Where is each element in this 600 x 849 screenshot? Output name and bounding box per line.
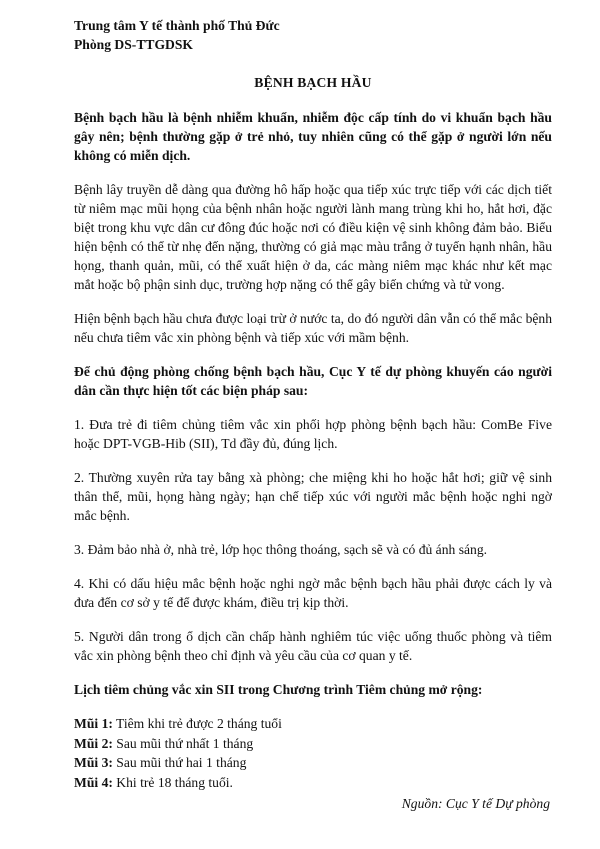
dose-text: Khi trẻ 18 tháng tuổi. xyxy=(112,774,233,790)
schedule-row xyxy=(74,753,552,773)
recommendation-heading: Để chủ động phòng chống bệnh bạch hầu, Cục Y tế dự phòng khuyến cáo người dân cần thực hiện tốt các biện pháp sau: xyxy=(74,364,552,398)
measure-item: 5. Người dân trong ổ dịch cần chấp hành nghiêm túc việc uống thuốc phòng và tiêm vắc xin phòng bệnh theo chỉ định và yêu cầu của cơ quan y tế. xyxy=(74,629,552,663)
measure-item: 2. Thường xuyên rửa tay bằng xà phòng; che miệng khi ho hoặc hắt hơi; giữ vệ sinh thân thể, mũi, họng hàng ngày; hạn chế tiếp xúc với người mắc bệnh hoặc nghi ngờ mắc bệnh. xyxy=(74,470,552,523)
measure-item: 1. Đưa trẻ đi tiêm chủng tiêm vắc xin phối hợp phòng bệnh bạch hầu: ComBe Five hoặc DPT-VGB-Hib (SII), Td đầy đủ, đúng lịch. xyxy=(74,417,552,451)
schedule-row xyxy=(74,773,552,793)
source-citation: Nguồn: Cục Y tế Dự phòng xyxy=(401,796,550,811)
transmission-paragraph: Bệnh lây truyền dễ dàng qua đường hô hấp hoặc qua tiếp xúc trực tiếp với các dịch tiết từ niêm mạc mũi họng của bệnh nhân hoặc người lành mang trùng khi ho, hắt hơi, đặc biệt trong khu vực dân cư đông đúc hoặc nơi có điều kiện vệ sinh không đảm bảo. Biểu hiện bệnh có thể từ nhẹ đến nặng, thường có giả mạc màu trắng ở tuyến hạnh nhân, hầu họng, thanh quản, mũi, có thể xuất hiện ở da, các màng niêm mạc khác như kết mạc mắt hoặc bộ phận sinh dục, trường hợp nặng có thể gây biến chứng và tử vong. xyxy=(74,182,552,292)
dept-name: Phòng DS-TTGDSK xyxy=(74,37,193,52)
dose-label: Mũi 2: xyxy=(74,735,113,751)
status-paragraph: Hiện bệnh bạch hầu chưa được loại trừ ở nước ta, do đó người dân vẫn có thể mắc bệnh nếu chưa tiêm vắc xin phòng bệnh và tiếp xúc với mầm bệnh. xyxy=(74,311,552,345)
intro-paragraph: Bệnh bạch hầu là bệnh nhiễm khuẩn, nhiễm độc cấp tính do vi khuẩn bạch hầu gây nên; bệnh thường gặp ở trẻ nhỏ, tuy nhiên cũng có thể gặp ở người lớn nếu không có miễn dịch. xyxy=(74,110,552,163)
dose-text: Sau mũi thứ hai 1 tháng xyxy=(112,755,247,770)
dose-label: Mũi 3: xyxy=(74,755,113,770)
measure-item: 3. Đảm bảo nhà ở, nhà trẻ, lớp học thông thoáng, sạch sẽ và có đủ ánh sáng. xyxy=(74,542,488,557)
dose-text: Sau mũi thứ nhất 1 tháng xyxy=(112,735,254,751)
letterhead xyxy=(74,16,552,54)
schedule-row xyxy=(74,734,552,754)
org-name: Trung tâm Y tế thành phố Thủ Đức xyxy=(74,18,280,33)
document-title: BỆNH BẠCH HẦU xyxy=(254,75,372,90)
schedule-heading: Lịch tiêm chủng vắc xin SII trong Chương trình Tiêm chủng mở rộng: xyxy=(74,682,483,697)
schedule-row xyxy=(74,714,552,734)
dose-text: Tiêm khi trẻ được 2 tháng tuổi xyxy=(112,716,282,731)
measure-item: 4. Khi có dấu hiệu mắc bệnh hoặc nghi ngờ mắc bệnh bạch hầu phải được cách ly và đưa đến cơ sở y tế để được khám, điều trị kịp thời. xyxy=(74,576,552,610)
vaccine-schedule xyxy=(74,714,552,792)
dose-label: Mũi 4: xyxy=(74,774,113,790)
dose-label: Mũi 1: xyxy=(74,716,113,731)
